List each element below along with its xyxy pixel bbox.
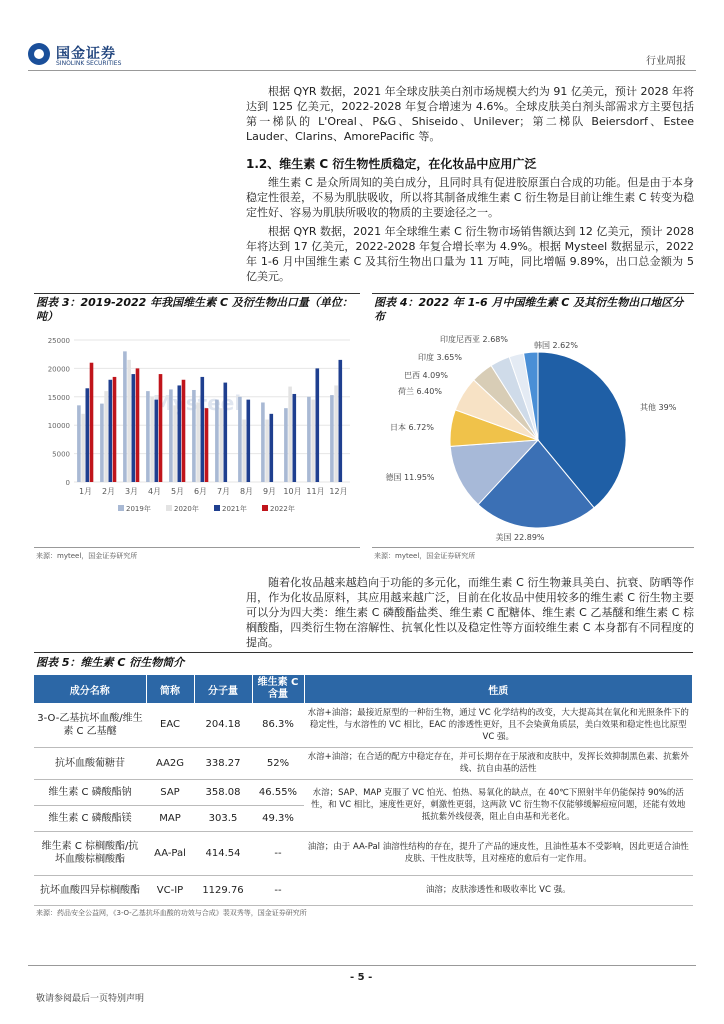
bar: [169, 389, 173, 482]
col-header-abbr: 简称: [146, 675, 194, 703]
legend-label: 2020年: [174, 505, 199, 513]
bar: [201, 377, 205, 482]
y-tick-label: 10000: [47, 422, 70, 431]
bar: [242, 420, 246, 482]
cell-mw: 1129.76: [194, 875, 252, 905]
bar: [77, 405, 81, 482]
cell-vc: 46.55%: [252, 779, 304, 805]
pie-label: 印度 3.65%: [418, 353, 462, 362]
pie-label: 巴西 4.09%: [404, 371, 448, 380]
bar: [150, 397, 154, 482]
table-row: [34, 703, 693, 747]
bar: [123, 351, 127, 482]
legend-label: 2021年: [222, 505, 247, 513]
bar: [288, 387, 292, 482]
bar: [307, 397, 311, 482]
x-tick-label: 3月: [124, 487, 139, 496]
bar: [265, 420, 269, 482]
header-divider: [28, 70, 696, 71]
bar: [215, 400, 219, 482]
pie-label: 印度尼西亚 2.68%: [440, 335, 508, 344]
cell-name: 抗坏血酸葡糖苷: [34, 747, 146, 779]
bar: [159, 374, 163, 482]
table-row: [34, 779, 693, 805]
y-tick-label: 25000: [47, 337, 70, 345]
logo-text-en: SINOLINK SECURITIES: [56, 60, 122, 67]
col-header-vc: 维生素 C 含量: [252, 675, 304, 703]
pie-label: 荷兰 6.40%: [398, 387, 442, 396]
bar: [316, 368, 320, 482]
x-tick-label: 4月: [147, 487, 162, 496]
x-tick-label: 9月: [262, 487, 277, 496]
bar: [100, 404, 104, 482]
y-tick-label: 0: [65, 479, 70, 487]
footer-divider: [28, 965, 696, 966]
footer-disclaimer: 敬请参阅最后一页特别声明: [36, 994, 145, 1004]
x-tick-label: 5月: [170, 487, 185, 496]
cell-vc: 86.3%: [252, 703, 304, 747]
fig4-source: 来源：myteel，国金证券研究所: [374, 552, 476, 560]
cell-prop: 油溶；皮肤渗透性和吸收率比 VC 强。: [304, 875, 693, 905]
cell-abbr: MAP: [146, 805, 194, 831]
paragraph-vc-applications: 随着化妆品越来越趋向于功能的多元化，而维生素 C 衍生物兼具美白、抗衰、防晒等作用，作为化妆品原料，其应用越来越广泛，目前在化妆品中使用较多的维生素 C 衍生物主要可以分为四大类：维生素 C 磷酸酯盐类、维生素 C 配糖体、维生素 C 乙基醚和维生素 C 棕榈酸酯，四类衍生物在溶解性、抗氧化性以及稳定性等方面较维生素 C 本身都有不同程度的提高。: [246, 576, 694, 649]
bar: [284, 408, 288, 482]
cell-vc: --: [252, 831, 304, 875]
pie-label: 美国 22.89%: [495, 533, 545, 542]
logo-icon: [28, 43, 50, 65]
fig4-title: 图表 4：2022 年 1-6 月中国维生素 C 及其衍生物出口地区分布: [374, 296, 684, 323]
fig5-title: 图表 5：维生素 C 衍生物简介: [36, 656, 185, 669]
bar: [178, 385, 182, 482]
bar: [219, 408, 223, 482]
bar: [339, 360, 343, 482]
bar: [311, 400, 315, 482]
legend-swatch: [118, 505, 124, 511]
bar: [205, 408, 209, 482]
cell-name: 3-O-乙基抗坏血酸/维生素 C 乙基醚: [34, 703, 146, 747]
cell-mw: 204.18: [194, 703, 252, 747]
legend-label: 2019年: [126, 505, 151, 513]
bar: [192, 390, 196, 482]
cell-prop: 油溶；由于 AA-Pal 油溶性结构的存在，提升了产品的速皮性，且油性基本不受影响，因此更适合油性皮肤、干性皮肤等，且对痤疮的愈后有一定作用。: [304, 831, 693, 875]
fig4-bottom-rule: [372, 547, 694, 548]
bar: [334, 385, 338, 482]
section-title: 1.2、维生素 C 衍生物性质稳定，在化妆品中应用广泛: [246, 157, 537, 171]
table-row: [34, 747, 693, 779]
fig4-top-rule: [372, 293, 694, 294]
legend-swatch: [214, 505, 220, 511]
cell-abbr: SAP: [146, 779, 194, 805]
cell-mw: 358.08: [194, 779, 252, 805]
bar-chart: [34, 330, 360, 545]
pie-chart: [372, 330, 694, 545]
table-row: [34, 875, 693, 905]
cell-vc: 49.3%: [252, 805, 304, 831]
logo-text-cn: 国金证券: [56, 46, 116, 62]
bar: [224, 383, 228, 482]
cell-abbr: EAC: [146, 703, 194, 747]
x-tick-label: 1月: [78, 487, 93, 496]
pie-label: 日本 6.72%: [390, 423, 434, 432]
pie-label: 韩国 2.62%: [534, 341, 578, 350]
cell-abbr: AA2G: [146, 747, 194, 779]
bar: [127, 360, 131, 482]
cell-mw: 338.27: [194, 747, 252, 779]
x-tick-label: 7月: [216, 487, 231, 496]
cell-vc: 52%: [252, 747, 304, 779]
paragraph-market-size: 根据 QYR 数据，2021 年全球皮肤美白剂市场规模大约为 91 亿美元，预计 2028 年将达到 125 亿美元，2022-2028 年复合增速为 4.6%。全球皮肤美白剂头部需求方主要包括第一梯队的 L'Oreal、P&G、Shiseido、Unilever；第二梯队 Beiersdorf、Estee Lauder、Clarins、AmorePacific 等。: [246, 85, 694, 143]
col-header-mw: 分子量: [194, 675, 252, 703]
x-tick-label: 6月: [193, 487, 208, 496]
x-tick-label: 8月: [239, 487, 254, 496]
x-tick-label: 10月: [283, 487, 302, 496]
cell-abbr: AA-Pal: [146, 831, 194, 875]
x-tick-label: 2月: [101, 487, 116, 496]
bar: [136, 368, 140, 482]
bar: [104, 391, 108, 482]
col-header-prop: 性质: [304, 675, 693, 703]
fig3-top-rule: [34, 293, 360, 294]
y-tick-label: 15000: [47, 393, 70, 402]
bar: [155, 400, 159, 482]
page-number: - 5 -: [350, 972, 373, 983]
table-header-row: [34, 675, 693, 703]
bar: [109, 380, 113, 482]
bar: [261, 402, 265, 482]
cell-name: 维生素 C 棕榈酸酯/抗坏血酸棕榈酸酯: [34, 831, 146, 875]
cell-mw: 414.54: [194, 831, 252, 875]
cell-prop: 水溶+油溶；在合适的配方中稳定存在，并可长期存在于尿液和皮肤中，发挥长效抑制黑色素、抗紫外线、抗自由基的活性: [304, 747, 693, 779]
table-row: [34, 831, 693, 875]
paragraph-vc-market: 根据 QYR 数据，2021 年全球维生素 C 衍生物市场销售额达到 12 亿美元，预计 2028 年将达到 17 亿美元，2022-2028 年复合增长率为 4.9%。根据 Mysteel 数据显示，2022 年 1-6 月中国维生素 C 及其衍生物出口量为 11 万吨，同比增幅 9.89%，出口总金额为 5 亿美元。: [246, 225, 694, 283]
cell-name: 维生素 C 磷酸酯镁: [34, 805, 146, 831]
bar: [173, 405, 177, 482]
legend-swatch: [166, 505, 172, 511]
bar: [247, 400, 251, 482]
page-header: [0, 0, 724, 74]
company-logo: [28, 40, 148, 70]
fig5-top-rule: [34, 652, 693, 653]
cell-vc: --: [252, 875, 304, 905]
bar: [330, 395, 334, 482]
fig3-source: 来源：myteel，国金证券研究所: [36, 552, 138, 560]
bar: [182, 380, 186, 482]
cell-prop: 水溶；SAP、MAP 克服了 VC 怕光、怕热、易氧化的缺点，在 40℃下照射半年仍能保持 90%的活性，和 VC 相比，速度性更好，刺激性更弱，这两款 VC 衍生物不仅能够缓解痘痘问题，还能有效地抵抗紫外线侵袭，阻止自由基和光老化。: [304, 779, 693, 831]
bar: [113, 377, 117, 482]
bar: [146, 391, 150, 482]
cell-prop: 水溶+油溶；最接近原型的一种衍生物，通过 VC 化学结构的改变，大大提高其在氧化和光照条件下的稳定性，与水溶性的 VC 相比，EAC 的渗透性更好，且不会染黄角质层，美白效果和稳定性也比原型 VC 强。: [304, 703, 693, 747]
pie-label: 德国 11.95%: [385, 473, 435, 482]
cell-name: 抗坏血酸四异棕榈酸酯: [34, 875, 146, 905]
vc-derivatives-table: [34, 675, 693, 906]
bar: [81, 414, 85, 482]
y-tick-label: 5000: [52, 450, 70, 459]
bar: [293, 394, 297, 482]
fig3-bottom-rule: [34, 547, 360, 548]
cell-name: 维生素 C 磷酸酯钠: [34, 779, 146, 805]
bar: [196, 402, 200, 482]
fig5-source: 来源：药品安全公益网，《3-O-乙基抗坏血酸的功效与合成》裴双秀等，国金证券研究所: [36, 909, 307, 917]
cell-mw: 303.5: [194, 805, 252, 831]
bar: [270, 414, 274, 482]
col-header-name: 成分名称: [34, 675, 146, 703]
legend-label: 2022年: [270, 505, 295, 513]
y-tick-label: 20000: [47, 365, 70, 374]
report-category: 行业周报: [646, 56, 686, 67]
cell-abbr: VC-IP: [146, 875, 194, 905]
legend-swatch: [262, 505, 268, 511]
paragraph-vc-intro: 维生素 C 是众所周知的美白成分，且同时具有促进胶原蛋白合成的功能。但是由于本身稳定性很差，不易为肌肤吸收，所以将其制备成维生素 C 衍生物是目前让维生素 C 转变为稳定性好、容易为肌肤所吸收的物质的主要途径之一。: [246, 176, 694, 219]
bar: [86, 388, 90, 482]
fig3-title: 图表 3：2019-2022 年我国维生素 C 及衍生物出口量（单位：吨）: [36, 296, 353, 323]
pie-label: 其他 39%: [640, 403, 677, 412]
x-tick-label: 11月: [306, 487, 325, 496]
bar: [132, 374, 136, 482]
x-tick-label: 12月: [329, 487, 348, 496]
bar: [90, 363, 94, 482]
bar: [238, 397, 242, 482]
